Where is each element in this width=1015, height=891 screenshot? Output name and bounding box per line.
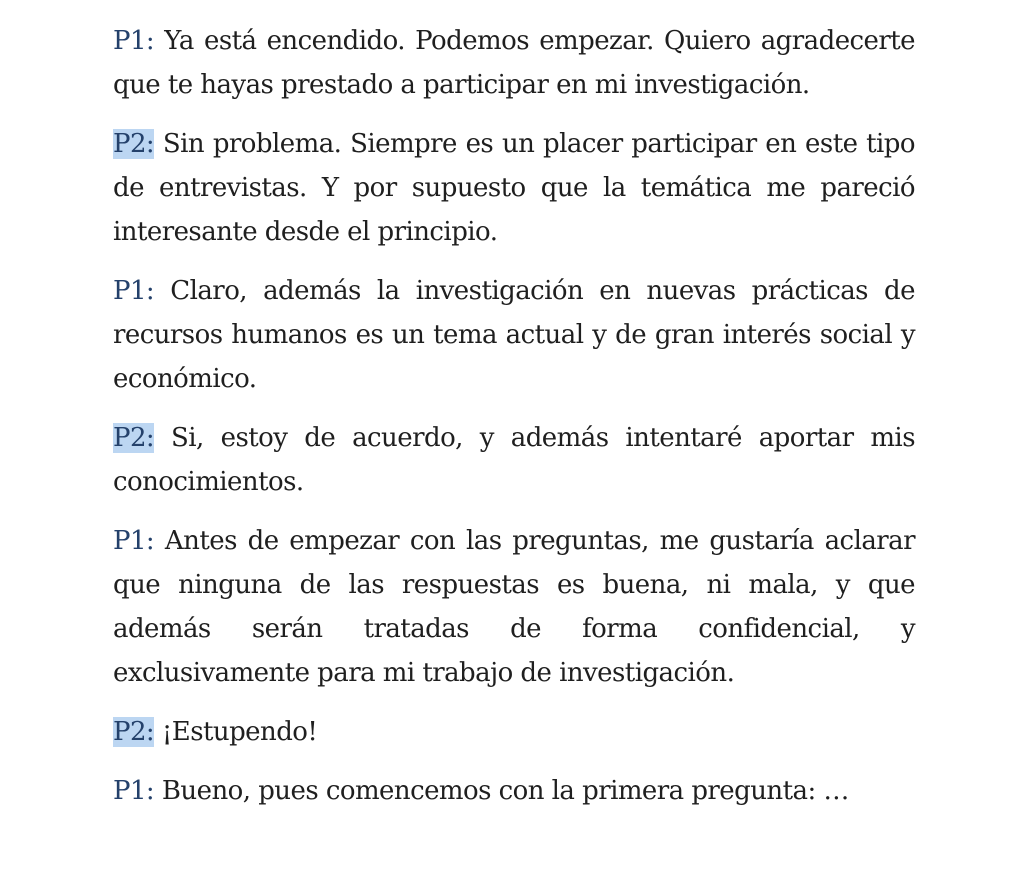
turn-text: Si, estoy de acuerdo, y además intentaré aportar mis conocimientos.	[113, 423, 915, 497]
turn-text: Claro, además la investigación en nuevas prácticas de recursos humanos es un tema actual y de gran interés social y económico.	[113, 276, 915, 394]
transcript-turn	[113, 269, 915, 401]
turn-text: ¡Estupendo!	[161, 717, 318, 747]
transcript-turn	[113, 122, 915, 254]
transcript-turn	[113, 416, 915, 504]
speaker-label: P1:	[113, 776, 155, 806]
transcript-turn	[113, 19, 915, 107]
speaker-label-highlighted: P2:	[113, 129, 155, 159]
speaker-label: P1:	[113, 526, 155, 556]
turn-text: Sin problema. Siempre es un placer participar en este tipo de entrevistas. Y por supuesto que la temática me pareció interesante desde el principio.	[113, 129, 916, 247]
transcript-turn	[113, 769, 915, 813]
speaker-label-highlighted: P2:	[113, 717, 155, 747]
transcript-turn	[113, 710, 915, 754]
turn-text: Antes de empezar con las preguntas, me gustaría aclarar que ninguna de las respuestas es buena, ni mala, y que además serán tratadas de forma confidencial, y exclusivamente para mi trabajo de investigación.	[113, 526, 915, 688]
speaker-label: P1:	[113, 26, 155, 56]
turn-text: Ya está encendido. Podemos empezar. Quiero agradecerte que te hayas prestado a participar en mi investigación.	[113, 26, 915, 100]
speaker-label-highlighted: P2:	[113, 423, 155, 453]
turn-text: Bueno, pues comencemos con la primera pregunta: …	[161, 776, 849, 806]
transcript-turn	[113, 519, 915, 695]
interview-transcript	[113, 19, 915, 828]
speaker-label: P1:	[113, 276, 155, 306]
